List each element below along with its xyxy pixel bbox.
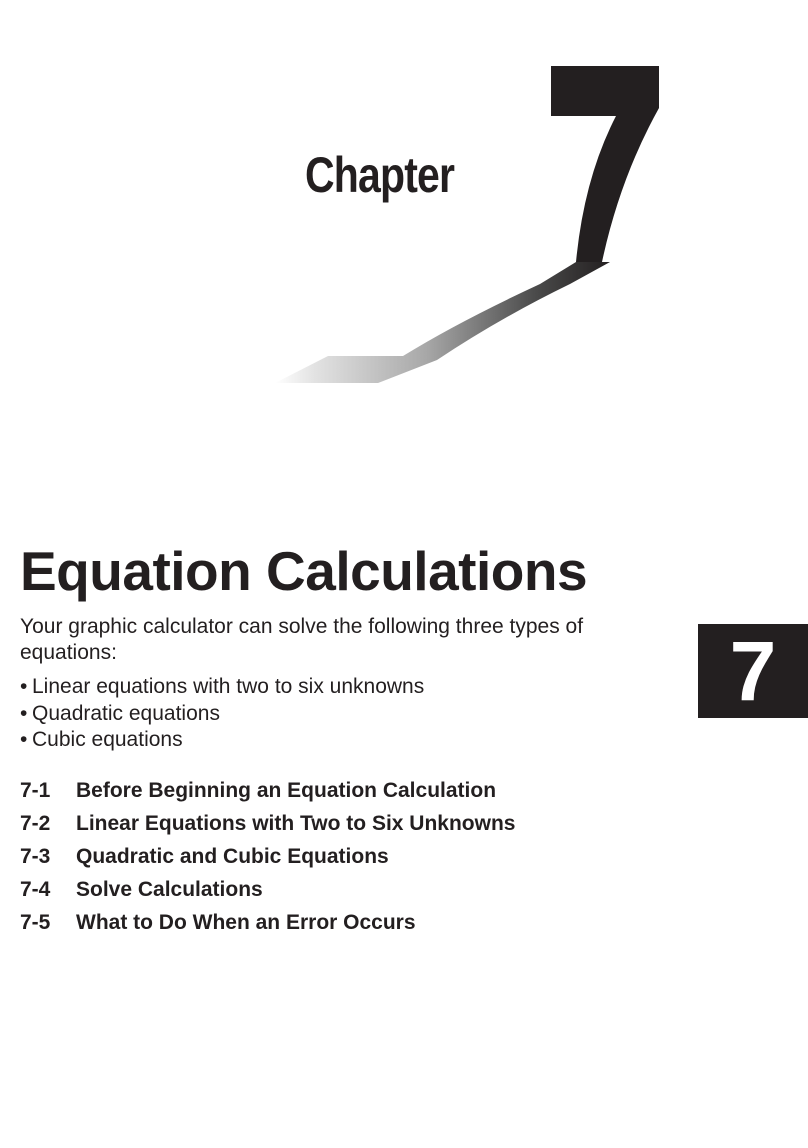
list-item <box>20 701 424 728</box>
bullet-icon: • <box>20 701 28 725</box>
toc-number: 7-3 <box>20 845 51 868</box>
list-item <box>20 727 424 754</box>
list-item-text: Quadratic equations <box>32 701 220 725</box>
toc-number: 7-2 <box>20 812 51 835</box>
toc-number: 7-5 <box>20 911 51 934</box>
toc-entry[interactable] <box>20 840 515 873</box>
toc-number: 7-4 <box>20 878 51 901</box>
chapter-seven-shape <box>551 66 659 262</box>
table-of-contents <box>20 774 515 939</box>
toc-entry[interactable] <box>20 906 515 939</box>
chapter-label: Chapter <box>305 147 455 203</box>
toc-title: Linear Equations with Two to Six Unknowns <box>76 812 516 835</box>
toc-title: What to Do When an Error Occurs <box>76 911 416 934</box>
intro-text: Your graphic calculator can solve the following three types of equations: <box>20 615 584 664</box>
toc-number: 7-1 <box>20 779 51 802</box>
list-item-text: Cubic equations <box>32 728 183 751</box>
list-item <box>20 674 424 701</box>
bullet-icon: • <box>20 728 28 751</box>
chapter-number-graphic <box>0 0 808 420</box>
toc-entry[interactable] <box>20 807 515 840</box>
equation-types-list <box>20 674 424 754</box>
toc-entry[interactable] <box>20 774 515 807</box>
toc-entry[interactable] <box>20 873 515 906</box>
bullet-icon: • <box>20 675 28 698</box>
toc-title: Solve Calculations <box>76 878 263 901</box>
chapter-side-tab: 7 <box>698 624 808 718</box>
toc-title: Quadratic and Cubic Equations <box>76 845 389 868</box>
page-title: Equation Calculations <box>20 540 588 602</box>
toc-title: Before Beginning an Equation Calculation <box>76 779 497 802</box>
chapter-seven-tail <box>275 262 610 383</box>
list-item-text: Linear equations with two to six unknowns <box>32 675 425 698</box>
